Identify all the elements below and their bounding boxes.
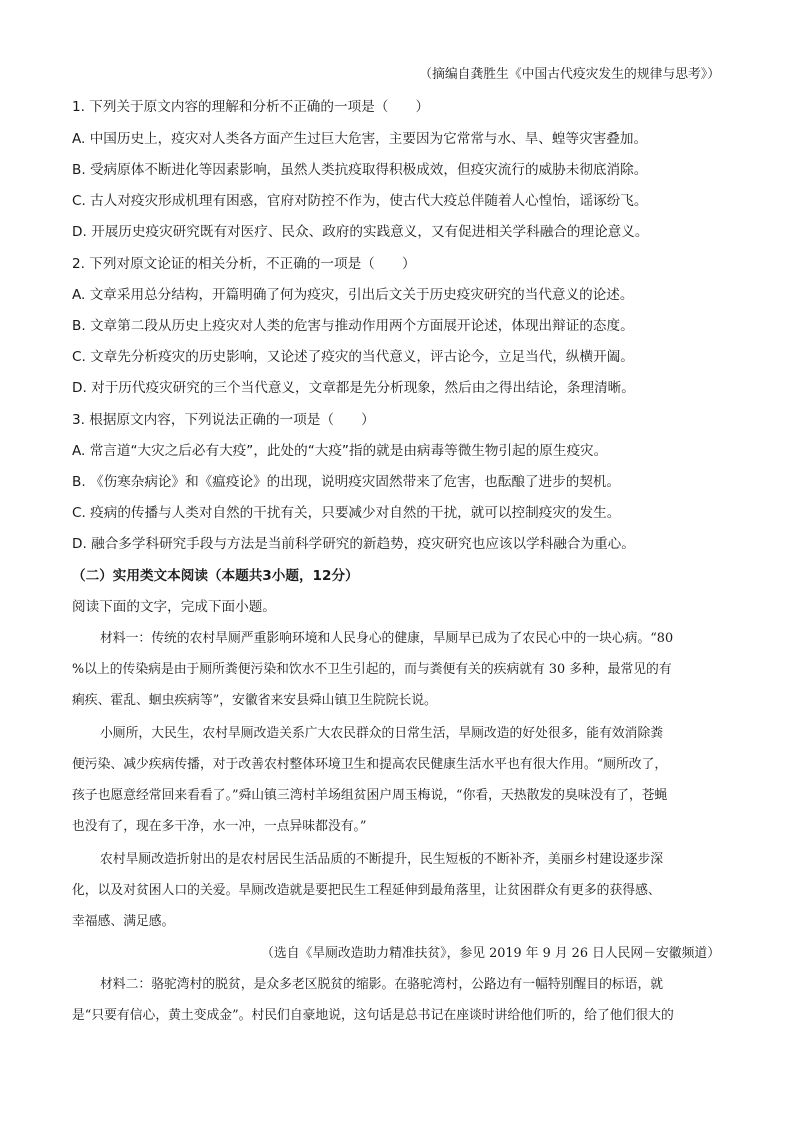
question-3-option-d: D. 融合多学科研究手段与方法是当前科学研究的新趋势，疫灾研究也应该以学科融合为重心。 xyxy=(72,536,635,552)
material-1-line: 幸福感、满足感。 xyxy=(72,914,175,929)
question-1-option-a: A. 中国历史上，疫灾对人类各方面产生过巨大危害，主要因为它常常与水、旱、蝗等灾害叠加。 xyxy=(72,131,648,147)
question-1-option-d: D. 开展历史疫灾研究既有对医疗、民众、政府的实践意义，又有促进相关学科融合的理论意义。 xyxy=(72,224,649,240)
material-2-line: 材料二：骆驼湾村的脱贫，是众多老区脱贫的缩影。在骆驼湾村，公路边有一幅特别醒目的标语，就 xyxy=(100,977,664,992)
question-3-option-b: B. 《伤寒杂病论》和《瘟疫论》的出现，说明疫灾固然带来了危害，也酝酿了进步的契机。 xyxy=(72,474,621,490)
question-2-option-a: A. 文章采用总分结构，开篇明确了何为疫灾，引出后文关于历史疫灾研究的当代意义的论述。 xyxy=(72,287,634,303)
material-1-line: 小厕所，大民生，农村旱厕改造关系广大农民群众的日常生活，旱厕改造的好处很多，能有效消除粪 xyxy=(100,726,664,741)
question-3-stem: 3. 根据原文内容，下列说法正确的一项是（ ） xyxy=(72,412,375,428)
material-1-line: 农村旱厕改造折射出的是农村居民生活品质的不断提升，民生短板的不断补齐，美丽乡村建设逐步深 xyxy=(100,852,664,867)
material-1-source: （选自《旱厕改造助力精准扶贫》，参见 2019 年 9 月 26 日人民网－安徽频道） xyxy=(261,946,720,961)
question-2-stem: 2. 下列对原文论证的相关分析，不正确的一项是（ ） xyxy=(72,256,416,272)
question-3-option-a: A. 常言道“大灾之后必有大疫”，此处的“大疫”指的就是由病毒等微生物引起的原生疫灾。 xyxy=(72,443,608,459)
section-title: （二）实用类文本阅读（本题共3小题，12分） xyxy=(72,568,359,584)
question-1-option-b: B. 受病原体不断进化等因素影响，虽然人类抗疫取得积极成效，但疫灾流行的威胁未彻底消除。 xyxy=(72,162,648,178)
question-1-option-c: C. 古人对疫灾形成机理有困惑，官府对防控不作为，使古代大疫总伴随着人心惶怡，谣诼纷飞。 xyxy=(72,193,648,209)
question-1-stem: 1. 下列关于原文内容的理解和分析不正确的一项是（ ） xyxy=(72,99,430,115)
material-1-line: 化，以及对贫困人口的关爱。旱厕改造就是要把民生工程延伸到最角落里，让贫困群众有更多的获得感、 xyxy=(72,883,661,898)
question-2-option-d: D. 对于历代疫灾研究的三个当代意义，文章都是先分析现象，然后由之得出结论，条理清晰。 xyxy=(72,380,635,396)
instruction-text: 阅读下面的文字，完成下面小题。 xyxy=(72,599,276,615)
material-1-line: 孩子也愿意经常回来看看了。”舜山镇三湾村羊场组贫困户周玉梅说，“你看，天热散发的臭味没有了，苍蝇 xyxy=(72,788,668,803)
material-1-line: %以上的传染病是由于厕所粪便污染和饮水不卫生引起的，而与粪便有关的疾病就有 30 多种，最常见的有 xyxy=(72,662,672,677)
question-2-option-c: C. 文章先分析疫灾的历史影响，又论述了疫灾的当代意义，评古论今，立足当代，纵横开阖。 xyxy=(72,349,634,365)
question-3-option-c: C. 疫病的传播与人类对自然的干扰有关，只要减少对自然的干扰，就可以控制疫灾的发生。 xyxy=(72,505,621,521)
material-1-line: 也没有了，现在多干净，水一冲，一点异味都没有。” xyxy=(72,819,367,834)
material-1-line: 材料一：传统的农村旱厕严重影响环境和人民身心的健康，旱厕早已成为了农民心中的一块心病。“80 xyxy=(100,631,674,646)
question-2-option-b: B. 文章第二段从历史上疫灾对人类的危害与推动作用两个方面展开论述，体现出辩证的态度。 xyxy=(72,318,634,334)
material-1-line: 便污染、减少疾病传播，对于改善农村整体环境卫生和提高农民健康生活水平也有很大作用。“厕所改了， xyxy=(72,757,668,772)
source-note: （摘编自龚胜生《中国古代疫灾发生的规律与思考》） xyxy=(419,67,720,82)
material-1-line: 痢疾、霍乱、蛔虫疾病等”，安徽省来安县舜山镇卫生院院长说。 xyxy=(72,693,437,708)
material-2-line: 是“只要有信心，黄土变成金”。村民们自豪地说，这句话是总书记在座谈时讲给他们听的，给了他们很大的 xyxy=(72,1008,674,1023)
